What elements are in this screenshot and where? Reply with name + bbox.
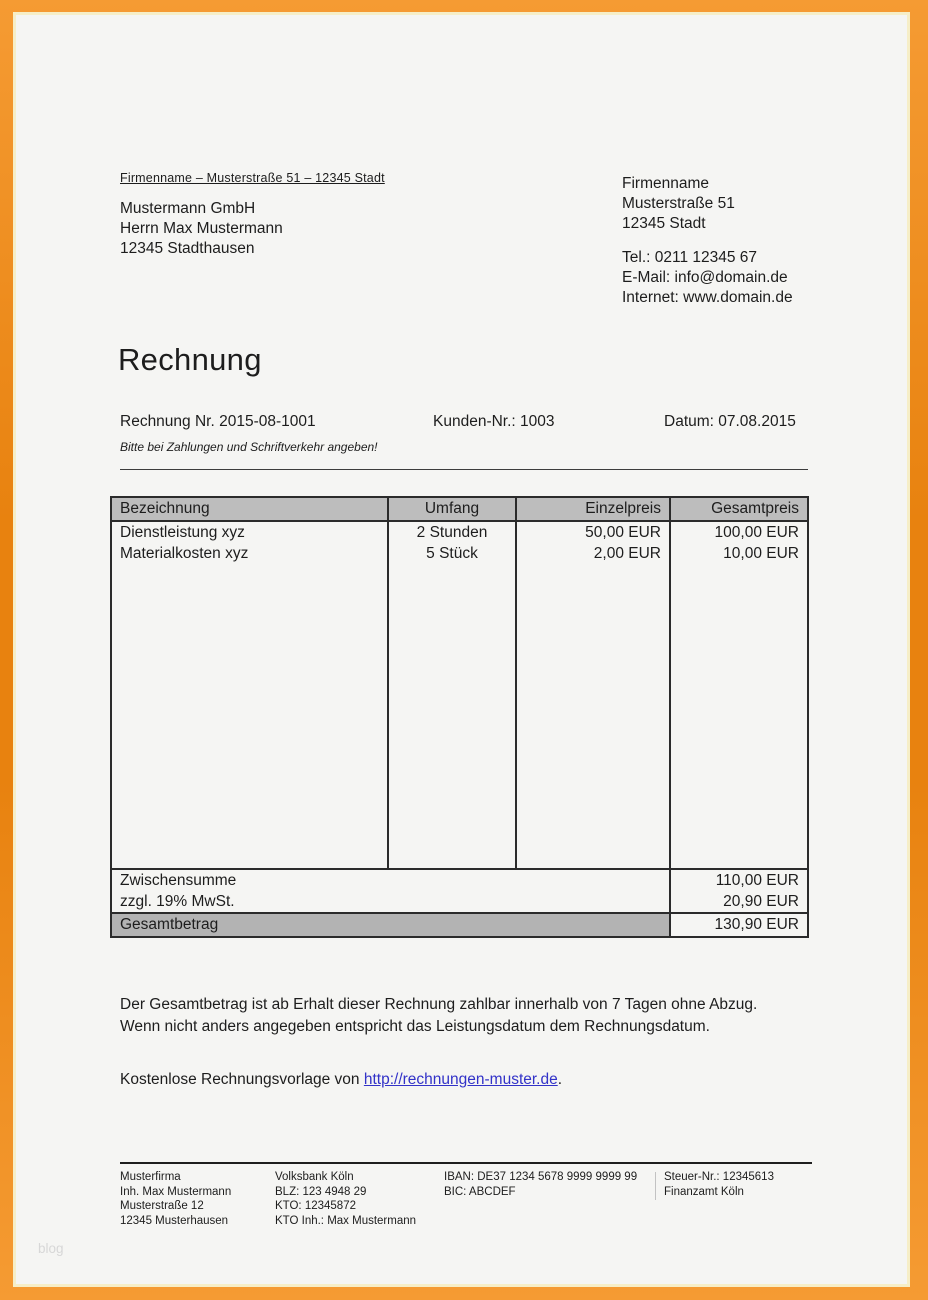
footer-tax-number: Steuer-Nr.: 12345613 <box>664 1171 774 1183</box>
footer-company-city: 12345 Musterhausen <box>120 1214 229 1227</box>
invoice-number: Rechnung Nr. 2015-08-1001 <box>120 413 316 430</box>
item-unit-price: 2,00 EUR <box>517 543 671 564</box>
header-divider-line <box>120 469 808 470</box>
footer-bank-holder: KTO Inh.: Max Mustermann <box>275 1214 417 1227</box>
header-einzelpreis: Einzelpreis <box>517 498 671 520</box>
item-total-price: 10,00 EUR <box>723 544 799 562</box>
template-credit-line <box>120 1071 562 1089</box>
footer-bank-account: KTO: 12345872 <box>275 1200 356 1212</box>
payment-terms-line1: Der Gesamtbetrag ist ab Erhalt dieser Rechnung zahlbar innerhalb von 7 Tagen ohne Abzug. <box>120 996 758 1013</box>
template-source-link[interactable]: http://rechnungen-muster.de <box>363 1071 558 1088</box>
payment-reference-note: Bitte bei Zahlungen und Schriftverkehr angeben! <box>120 440 378 454</box>
recipient-city: 12345 Stadthausen <box>120 240 255 257</box>
grand-total-row <box>112 912 807 936</box>
company-street: Musterstraße 51 <box>622 195 735 212</box>
subtotal-row <box>112 870 807 891</box>
header-umfang: Umfang <box>389 498 517 520</box>
grand-total-label: Gesamtbetrag <box>112 914 671 936</box>
footer-company-column <box>120 1170 231 1228</box>
vat-value: 20,90 EUR <box>723 892 799 910</box>
item-description: Materialkosten xyz <box>112 543 389 564</box>
recipient-contact-person: Herrn Max Mustermann <box>120 220 283 237</box>
footer-tax-column <box>664 1170 774 1199</box>
footer-iban-column <box>444 1170 637 1199</box>
footer-bank-name: Volksbank Köln <box>275 1171 354 1183</box>
vat-label: zzgl. 19% MwSt. <box>112 891 671 912</box>
footer-bic: BIC: ABCDEF <box>444 1185 516 1198</box>
page-title: Rechnung <box>118 342 262 377</box>
item-unit-price: 50,00 EUR <box>517 522 671 543</box>
table-row <box>112 543 807 564</box>
company-website: Internet: www.domain.de <box>622 289 793 306</box>
credit-prefix: Kostenlose Rechnungsvorlage von <box>120 1071 364 1088</box>
payment-terms-line2: Wenn nicht anders angegeben entspricht das Leistungsdatum dem Rechnungsdatum. <box>120 1017 710 1035</box>
footer-bank-column <box>275 1170 416 1228</box>
sender-return-address: Firmenname – Musterstraße 51 – 12345 Stadt <box>120 171 385 185</box>
item-total-price: 100,00 EUR <box>714 523 799 541</box>
recipient-name: Mustermann GmbH <box>120 200 256 217</box>
company-email: E-Mail: info@domain.de <box>622 269 788 286</box>
item-quantity: 5 Stück <box>389 543 517 564</box>
footer-tax-office: Finanzamt Köln <box>664 1185 744 1198</box>
footer-divider-line <box>120 1162 812 1164</box>
item-description: Dienstleistung xyz <box>112 522 389 543</box>
footer-iban: IBAN: DE37 1234 5678 9999 9999 99 <box>444 1171 638 1183</box>
vat-row <box>112 891 807 912</box>
table-header-row <box>112 498 807 522</box>
company-city: 12345 Stadt <box>622 215 706 232</box>
footer-company-street: Musterstraße 12 <box>120 1200 204 1212</box>
subtotal-value: 110,00 EUR <box>715 871 799 889</box>
grand-total-value: 130,90 EUR <box>714 916 799 933</box>
footer-company-name: Musterfirma <box>120 1171 181 1183</box>
payment-terms <box>120 994 768 1037</box>
credit-suffix: . <box>557 1071 563 1088</box>
footer-column-divider <box>655 1172 656 1200</box>
footer-company-owner: Inh. Max Mustermann <box>120 1185 232 1198</box>
subtotal-label: Zwischensumme <box>112 870 671 891</box>
header-bezeichnung: Bezeichnung <box>112 498 389 520</box>
invoice-items-table <box>110 496 809 938</box>
company-phone: Tel.: 0211 12345 67 <box>622 249 758 266</box>
table-empty-area <box>112 564 807 868</box>
watermark-blog: blog <box>38 1241 64 1256</box>
company-name: Firmenname <box>622 175 709 192</box>
invoice-date: Datum: 07.08.2015 <box>664 413 796 430</box>
recipient-address-block <box>120 199 283 259</box>
footer-bank-blz: BLZ: 123 4948 29 <box>275 1185 367 1198</box>
customer-number: Kunden-Nr.: 1003 <box>433 413 555 430</box>
header-gesamtpreis: Gesamtpreis <box>711 500 799 517</box>
table-row <box>112 522 807 543</box>
table-totals-section <box>112 868 807 936</box>
company-address-block <box>622 174 735 234</box>
company-contact-block <box>622 248 793 308</box>
item-quantity: 2 Stunden <box>389 522 517 543</box>
